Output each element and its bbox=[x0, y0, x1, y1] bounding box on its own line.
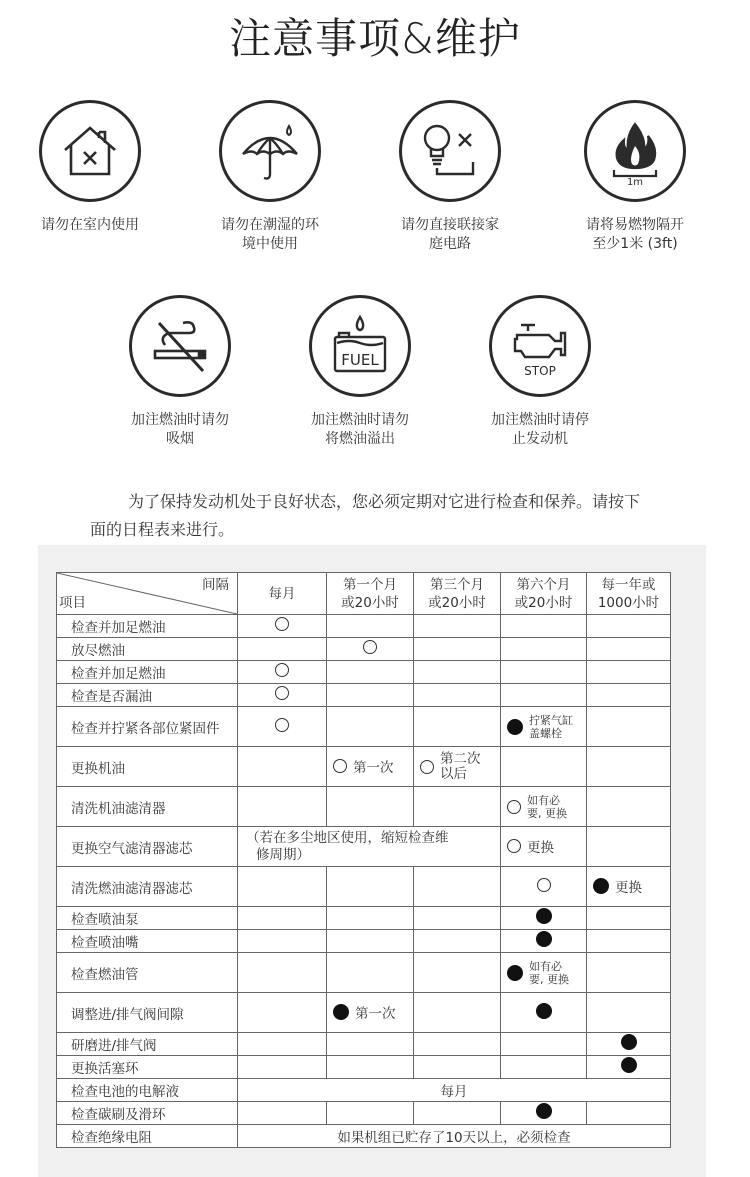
cell-mark bbox=[507, 794, 567, 820]
caption-spill: 加注燃油时请勿 将燃油溢出 bbox=[311, 412, 409, 447]
cell-mark bbox=[275, 617, 289, 631]
table-row bbox=[57, 747, 671, 787]
warning-circuit bbox=[360, 100, 540, 254]
intro-paragraph: 为了保持发动机处于良好状态，您必须定期对它进行检查和保养。请按下面的日程表来进行。 bbox=[90, 492, 641, 539]
caption-stop-engine: 加注燃油时请停 止发动机 bbox=[491, 412, 589, 447]
table-row bbox=[57, 1079, 671, 1102]
distance-label: 1m bbox=[626, 177, 644, 186]
caption-circuit: 请勿直接联接家 庭电路 bbox=[401, 217, 499, 252]
row-cell bbox=[501, 661, 587, 684]
caption-humid: 请勿在潮湿的环 境中使用 bbox=[221, 217, 319, 252]
row-cell bbox=[414, 661, 501, 684]
cell-mark bbox=[536, 1103, 552, 1119]
cell-mark bbox=[537, 878, 551, 892]
open-circle-icon bbox=[333, 759, 347, 773]
row-cell bbox=[414, 1102, 501, 1125]
filled-circle-icon bbox=[621, 1057, 637, 1073]
row-item-label: 清洗机油滤清器 bbox=[57, 787, 238, 827]
cell-mark bbox=[507, 714, 573, 740]
caption-indoor: 请勿在室内使用 bbox=[41, 217, 139, 233]
row-cell bbox=[327, 953, 414, 993]
filled-circle-icon bbox=[507, 719, 523, 735]
header-line: 每一年或 bbox=[601, 576, 656, 593]
row-cell bbox=[327, 747, 414, 787]
row-cell bbox=[587, 707, 671, 747]
cell-mark bbox=[621, 1057, 637, 1073]
table-row bbox=[57, 1056, 671, 1079]
table-row bbox=[57, 787, 671, 827]
table-row bbox=[57, 661, 671, 684]
row-cell bbox=[501, 707, 587, 747]
row-cell bbox=[238, 907, 327, 930]
row-cell bbox=[501, 1056, 587, 1079]
row-cell bbox=[414, 684, 501, 707]
row-item-label: 检查并拧紧各部位紧固件 bbox=[57, 707, 238, 747]
row-item-label: 检查绝缘电阻 bbox=[57, 1125, 238, 1148]
row-cell bbox=[327, 684, 414, 707]
row-cell bbox=[587, 907, 671, 930]
cell-mark bbox=[333, 1002, 396, 1022]
row-cell bbox=[238, 684, 327, 707]
row-cell bbox=[238, 953, 327, 993]
row-cell bbox=[238, 615, 327, 638]
row-cell bbox=[501, 1102, 587, 1125]
filled-circle-icon bbox=[536, 931, 552, 947]
table-row bbox=[57, 1125, 671, 1148]
row-cell bbox=[327, 867, 414, 907]
cell-mark bbox=[536, 1003, 552, 1019]
row-cell bbox=[327, 1056, 414, 1079]
flame-distance-icon bbox=[584, 100, 686, 202]
cell-note: 更换 bbox=[615, 879, 642, 896]
warning-smoking bbox=[90, 295, 270, 449]
row-cell bbox=[327, 1102, 414, 1125]
header-line: 第一个月 bbox=[343, 576, 397, 593]
header-line: 第六个月 bbox=[516, 576, 571, 593]
cell-note: 第一次 bbox=[355, 1005, 396, 1022]
row-cell bbox=[327, 661, 414, 684]
open-circle-icon bbox=[363, 640, 377, 654]
row-cell bbox=[501, 615, 587, 638]
row-cell bbox=[238, 787, 327, 827]
header-line: 1000小时 bbox=[597, 594, 660, 611]
row-item-label: 放尽燃油 bbox=[57, 638, 238, 661]
table-row bbox=[57, 684, 671, 707]
row-item-label: 检查是否漏油 bbox=[57, 684, 238, 707]
filled-circle-icon bbox=[536, 908, 552, 924]
cell-small-line: 如有必 bbox=[527, 793, 560, 807]
warning-indoor bbox=[0, 100, 180, 235]
header-4 bbox=[587, 573, 671, 615]
open-circle-icon bbox=[275, 663, 289, 677]
row-cell bbox=[587, 684, 671, 707]
header-3 bbox=[501, 573, 587, 615]
cell-small-note bbox=[529, 960, 569, 986]
row-item-label: 检查电池的电解液 bbox=[57, 1079, 238, 1102]
row-cell bbox=[414, 707, 501, 747]
table-row bbox=[57, 930, 671, 953]
row-cell bbox=[327, 638, 414, 661]
fuel-label: FUEL bbox=[341, 351, 379, 369]
row-cell bbox=[327, 907, 414, 930]
cell-mark bbox=[275, 663, 289, 677]
row-cell bbox=[414, 787, 501, 827]
row-cell bbox=[238, 993, 327, 1033]
open-circle-icon bbox=[275, 718, 289, 732]
row-cell bbox=[501, 747, 587, 787]
header-0 bbox=[238, 573, 327, 615]
warning-flammable bbox=[545, 100, 725, 254]
row-cell bbox=[238, 1056, 327, 1079]
row-cell bbox=[587, 615, 671, 638]
row-cell bbox=[414, 747, 501, 787]
row-cell bbox=[414, 993, 501, 1033]
row-cell bbox=[414, 867, 501, 907]
row-cell bbox=[414, 638, 501, 661]
cell-mark bbox=[621, 1034, 637, 1050]
row-item-label: 检查燃油管 bbox=[57, 953, 238, 993]
cell-mark bbox=[593, 876, 642, 896]
maintenance-schedule-table bbox=[56, 572, 671, 1148]
filled-circle-icon bbox=[621, 1034, 637, 1050]
cell-mark bbox=[536, 931, 552, 947]
page-title: 注意事项&维护 bbox=[229, 14, 521, 63]
row-cell bbox=[414, 1056, 501, 1079]
span-note-line: （若在多尘地区使用，缩短检查维 bbox=[246, 829, 449, 846]
row-cell bbox=[501, 907, 587, 930]
table-row bbox=[57, 953, 671, 993]
warning-spill bbox=[270, 295, 450, 449]
cell-note-line: 以后 bbox=[440, 765, 467, 782]
warning-stop-engine bbox=[450, 295, 630, 449]
cell-small-line: 拧紧气缸 bbox=[529, 713, 573, 727]
header-1 bbox=[327, 573, 414, 615]
stop-label: STOP bbox=[524, 364, 556, 378]
row-item-label: 检查碳刷及滑环 bbox=[57, 1102, 238, 1125]
row-cell bbox=[414, 1033, 501, 1056]
row-cell bbox=[414, 615, 501, 638]
row-cell bbox=[327, 930, 414, 953]
filled-circle-icon bbox=[507, 965, 523, 981]
row-span-note bbox=[238, 827, 501, 867]
row-cell bbox=[501, 930, 587, 953]
row-cell bbox=[587, 930, 671, 953]
cell-mark bbox=[275, 686, 289, 700]
row-cell bbox=[501, 638, 587, 661]
header-line: 或20小时 bbox=[514, 594, 573, 611]
row-item-label: 调整进/排气阀间隙 bbox=[57, 993, 238, 1033]
warning-humid bbox=[180, 100, 360, 254]
row-cell bbox=[587, 1033, 671, 1056]
row-cell bbox=[587, 638, 671, 661]
filled-circle-icon bbox=[536, 1103, 552, 1119]
row-item-label: 检查并加足燃油 bbox=[57, 661, 238, 684]
row-cell bbox=[238, 661, 327, 684]
row-cell bbox=[587, 867, 671, 907]
caption-smoking: 加注燃油时请勿 吸烟 bbox=[131, 412, 229, 447]
table-header-row bbox=[57, 573, 671, 615]
row-item-label: 更换空气滤清器滤芯 bbox=[57, 827, 238, 867]
cell-small-line: 要, 更换 bbox=[527, 806, 567, 820]
table-row bbox=[57, 615, 671, 638]
row-cell bbox=[414, 953, 501, 993]
row-cell bbox=[238, 707, 327, 747]
row-cell bbox=[238, 747, 327, 787]
row-cell bbox=[327, 1033, 414, 1056]
cell-mark bbox=[536, 908, 552, 924]
cell-mark bbox=[275, 718, 289, 732]
row-full-note: 如果机组已贮存了10天以上，必须检查 bbox=[238, 1125, 671, 1148]
cell-mark bbox=[507, 836, 554, 856]
cell-mark bbox=[420, 752, 481, 782]
row-cell bbox=[501, 867, 587, 907]
open-circle-icon bbox=[507, 800, 521, 814]
row-cell bbox=[501, 993, 587, 1033]
row-item-label: 检查喷油嘴 bbox=[57, 930, 238, 953]
row-cell bbox=[327, 615, 414, 638]
row-cell bbox=[587, 827, 671, 867]
row-cell bbox=[327, 787, 414, 827]
row-cell bbox=[501, 684, 587, 707]
corner-header bbox=[57, 573, 238, 615]
row-cell bbox=[587, 1102, 671, 1125]
row-cell bbox=[587, 1056, 671, 1079]
cell-small-line: 如有必 bbox=[529, 959, 562, 973]
row-cell bbox=[327, 993, 414, 1033]
row-cell bbox=[327, 707, 414, 747]
cell-small-note bbox=[527, 794, 567, 820]
cell-small-note bbox=[529, 714, 573, 740]
cell-note bbox=[440, 752, 481, 782]
header-line: 第三个月 bbox=[430, 576, 484, 593]
open-circle-icon bbox=[537, 878, 551, 892]
row-item-label: 研磨进/排气阀 bbox=[57, 1033, 238, 1056]
house-x-icon bbox=[39, 100, 141, 202]
cell-mark bbox=[363, 640, 377, 654]
row-cell bbox=[501, 787, 587, 827]
table-row bbox=[57, 867, 671, 907]
cell-note: 更换 bbox=[527, 840, 554, 856]
span-note-line: 修周期） bbox=[256, 846, 310, 863]
cell-note: 第一次 bbox=[353, 760, 394, 776]
corner-item-label: 项目 bbox=[59, 594, 86, 611]
header-line: 或20小时 bbox=[341, 594, 399, 611]
table-row bbox=[57, 1102, 671, 1125]
row-cell bbox=[501, 827, 587, 867]
row-cell bbox=[587, 993, 671, 1033]
corner-interval-label: 间隔 bbox=[202, 576, 229, 593]
row-item-label: 更换机油 bbox=[57, 747, 238, 787]
cell-mark bbox=[507, 960, 569, 986]
row-cell bbox=[587, 747, 671, 787]
filled-circle-icon bbox=[536, 1003, 552, 1019]
table-row bbox=[57, 1033, 671, 1056]
row-cell bbox=[501, 1033, 587, 1056]
cell-note-line: 第二次 bbox=[440, 750, 481, 767]
no-smoking-icon bbox=[129, 295, 231, 397]
open-circle-icon bbox=[420, 760, 434, 774]
table-row bbox=[57, 707, 671, 747]
row-item-label: 清洗燃油滤清器滤芯 bbox=[57, 867, 238, 907]
open-circle-icon bbox=[275, 686, 289, 700]
open-circle-icon bbox=[507, 839, 521, 853]
table-row bbox=[57, 638, 671, 661]
row-item-label: 更换活塞环 bbox=[57, 1056, 238, 1079]
header-2 bbox=[414, 573, 501, 615]
cell-small-line: 要, 更换 bbox=[529, 972, 569, 986]
row-full-note: 每月 bbox=[238, 1079, 671, 1102]
table-row bbox=[57, 827, 671, 867]
engine-stop-icon bbox=[489, 295, 591, 397]
row-cell bbox=[238, 1033, 327, 1056]
open-circle-icon bbox=[275, 617, 289, 631]
row-cell bbox=[501, 953, 587, 993]
cell-mark bbox=[333, 756, 394, 776]
table-row bbox=[57, 993, 671, 1033]
header-line: 或20小时 bbox=[428, 594, 486, 611]
row-cell bbox=[238, 930, 327, 953]
row-cell bbox=[238, 1102, 327, 1125]
bulb-plug-x-icon bbox=[399, 100, 501, 202]
row-cell bbox=[238, 867, 327, 907]
caption-flammable: 请将易燃物隔开 至少1米 (3ft) bbox=[586, 217, 684, 252]
row-cell bbox=[587, 953, 671, 993]
table-row bbox=[57, 907, 671, 930]
filled-circle-icon bbox=[593, 878, 609, 894]
row-item-label: 检查喷油泵 bbox=[57, 907, 238, 930]
filled-circle-icon bbox=[333, 1004, 349, 1020]
row-cell bbox=[587, 661, 671, 684]
fuel-tank-icon bbox=[309, 295, 411, 397]
header-line: 每月 bbox=[268, 585, 296, 602]
row-cell bbox=[238, 638, 327, 661]
row-item-label: 检查并加足燃油 bbox=[57, 615, 238, 638]
row-cell bbox=[414, 907, 501, 930]
row-cell bbox=[587, 787, 671, 827]
umbrella-rain-icon bbox=[219, 100, 321, 202]
cell-small-line: 盖螺栓 bbox=[529, 726, 562, 740]
row-cell bbox=[414, 930, 501, 953]
